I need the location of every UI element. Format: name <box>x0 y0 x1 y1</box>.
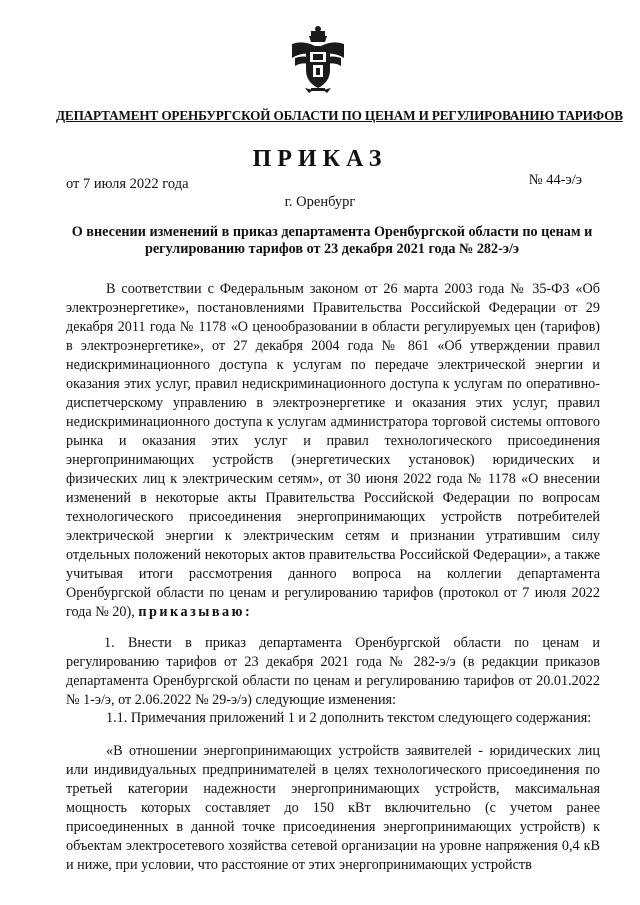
document-city: г. Оренбург <box>284 194 356 210</box>
preamble-paragraph <box>66 280 600 622</box>
document-date: от 7 июля 2022 года <box>66 176 189 192</box>
document-title: ПРИКАЗ <box>252 146 388 172</box>
coat-of-arms-icon <box>289 24 347 94</box>
order-word: приказываю: <box>138 604 253 620</box>
quote-paragraph: «В отношении энергопринимающих устройств заявителей - юридических лиц или индивидуальных предпринимателей в целях технологического присоединения по третьей категории надежности энергопринимающих устройств, максимальная мощность которых составляет до 150 кВт включительно (с учетом ранее присоединенных в данной точке присоединения энергопринимающих устройств) к объектам электросетевого хозяйства сетевой организации на уровне напряжения 0,4 кВ и ниже, при условии, что расстояние от этих энергопринимающих устройств <box>66 743 600 873</box>
item-1-1-paragraph: 1.1. Примечания приложений 1 и 2 дополнить текстом следующего содержания: <box>106 710 592 726</box>
document-number: № 44-э/э <box>528 172 582 188</box>
item-1-paragraph: 1. Внести в приказ департамента Оренбургской области по ценам и регулированию тарифов от 23 декабря 2021 года № 282-э/э (в редакции приказов департамента Оренбургской области по ценам и регулированию тарифов от 20.01.2022 № 1-э/э, от 2.06.2022 № 29-э/э) следующие изменения: <box>66 635 600 708</box>
department-name: ДЕПАРТАМЕНТ ОРЕНБУРГСКОЙ ОБЛАСТИ ПО ЦЕНАМ И РЕГУЛИРОВАНИЮ ТАРИФОВ <box>56 108 623 123</box>
document-subject: О внесении изменений в приказ департамента Оренбургской области по ценам и регулированию тарифов от 23 декабря 2021 года № 282-э/э <box>71 224 593 257</box>
preamble-text: В соответствии с Федеральным законом от 26 марта 2003 года № 35-ФЗ «Об электроэнергетике», постановлениями Правительства Российской Федерации от 29 декабря 2011 года № 1178 «О ценообразовании в области регулируемых цен (тарифов) в электроэнергетике», от 27 декабря 2004 года № 861 «Об утверждении правил недискриминационного доступа к услугам по передаче электрической энергии и оказания этих услуг, правил недискриминационного доступа к услугам по оперативно-диспетчерскому управлению в электроэнергетике и оказания этих услуг, правил недискриминационного доступа к услугам администратора торговой системы оптового рынка и оказания этих услуг и правил технологического присоединения энергопринимающих устройств (энергетических установок) юридических и физических лиц к электрическим сетям», от 30 июня 2022 года № 1178 «О внесении изменений в некоторые акты Правительства Российской Федерации по вопросам технологического присоединения энергопринимающих устройств потребителей электрической энергии к электрическим сетям и признании утратившим силу отдельных положений некоторых актов правительства Российской Федерации», а также учитывая итоги рассмотрения данного вопроса на коллегии департамента Оренбургской области по ценам и регулированию тарифов (протокол от 7 июля 2022 года № 20), <box>66 281 600 620</box>
